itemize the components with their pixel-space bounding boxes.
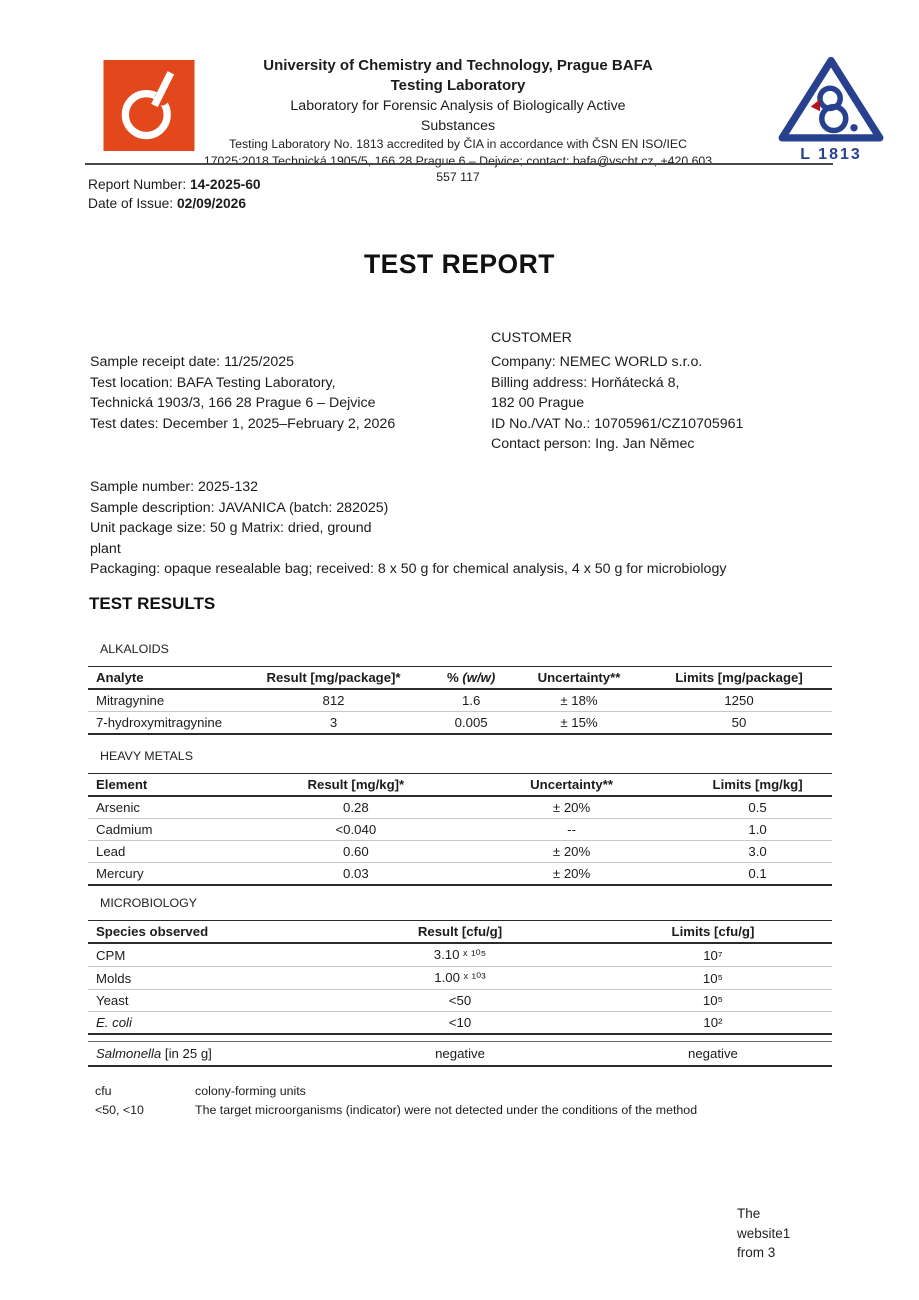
cell-uncertainty: ± 18% — [512, 689, 646, 712]
sample-details-block — [90, 477, 726, 580]
table-row — [88, 990, 832, 1012]
table-header-row — [88, 921, 832, 944]
cell-uncertainty: ± 20% — [460, 841, 683, 863]
heavy-metals-table — [88, 773, 832, 886]
footnote-text: The target microorganisms (indicator) were not detected under the conditions of the method — [195, 1102, 698, 1117]
column-header: Uncertainty** — [460, 774, 683, 797]
footer-line: website1 — [737, 1225, 791, 1241]
table-row — [88, 863, 832, 886]
column-header: Element — [88, 774, 252, 797]
cell-result: 0.28 — [252, 796, 460, 819]
column-header: Result [mg/kg]* — [252, 774, 460, 797]
table-row — [88, 712, 832, 735]
date-of-issue-line — [88, 194, 261, 213]
date-of-issue-value: 02/09/2026 — [176, 196, 247, 211]
footnotes — [95, 1082, 697, 1119]
microbiology-section-label: MICROBIOLOGY — [100, 896, 198, 910]
column-header: Limits [mg/package] — [646, 667, 832, 690]
cell-analyte: Mitragynine — [88, 689, 237, 712]
cell-uncertainty: ± 20% — [460, 796, 683, 819]
salmonella-name: Salmonella — [96, 1046, 162, 1061]
pct-header-italic: (w/w) — [462, 670, 496, 685]
table-row — [88, 841, 832, 863]
cell-result: <50 — [326, 990, 594, 1012]
cell-result: <10 — [326, 1012, 594, 1035]
report-meta — [88, 175, 261, 213]
cell-pct: 1.6 — [430, 689, 512, 712]
customer-line: Company: NEMEC WORLD s.r.o. — [491, 354, 703, 370]
customer-line: 182 00 Prague — [491, 395, 585, 411]
salmonella-table — [88, 1041, 832, 1067]
cell-species: E. coli — [88, 1012, 326, 1035]
salmonella-qualifier: [in 25 g] — [161, 1046, 212, 1061]
cell-species: CPM — [88, 943, 326, 967]
letterhead-accreditation-line3: 557 117 — [436, 170, 480, 184]
info-line: Test dates: December 1, 2025–February 2, 2026 — [90, 415, 396, 432]
footnote-line — [95, 1101, 697, 1120]
cia-accreditation-number: L 1813 — [800, 146, 862, 163]
cell-limit: 1250 — [646, 689, 832, 712]
cell-uncertainty: ± 20% — [460, 863, 683, 886]
table-row — [88, 943, 832, 967]
table-row — [88, 689, 832, 712]
page-title: TEST REPORT — [363, 249, 555, 279]
customer-block — [491, 352, 743, 455]
table-header-row — [88, 774, 832, 797]
cell-element: Arsenic — [88, 796, 252, 819]
cell-element: Mercury — [88, 863, 252, 886]
letterhead-lab-title: Testing Laboratory — [390, 77, 526, 94]
letterhead-university-name: University of Chemistry and Technology, Prague BAFA — [263, 57, 653, 74]
sample-line: plant — [90, 540, 121, 557]
cell-limit: 10² — [594, 1012, 832, 1035]
cell-result: <0.040 — [252, 819, 460, 841]
footnote-line — [95, 1082, 697, 1101]
page-footer — [737, 1204, 790, 1263]
table-row — [88, 796, 832, 819]
cell-result: 812 — [237, 689, 430, 712]
cell-result: 0.03 — [252, 863, 460, 886]
header-divider — [85, 163, 833, 165]
info-line: Test location: BAFA Testing Laboratory, — [90, 374, 336, 391]
cell-species: Molds — [88, 967, 326, 990]
footer-line: The — [737, 1206, 761, 1221]
report-number-line — [88, 175, 261, 194]
pct-header-prefix: % — [446, 670, 463, 685]
footnote-term: cfu — [95, 1084, 112, 1098]
cell-result: 1.00 ˣ ¹⁰³ — [326, 967, 594, 990]
table-row — [88, 1012, 832, 1035]
report-number-value: 14-2025-60 — [189, 177, 261, 192]
column-header: Result [mg/package]* — [237, 667, 430, 690]
cell-element: Lead — [88, 841, 252, 863]
column-header: Species observed — [88, 921, 326, 944]
table-row — [88, 967, 832, 990]
cell-limit: 1.0 — [683, 819, 832, 841]
footnote-text: colony-forming units — [195, 1084, 306, 1098]
column-header — [430, 667, 512, 690]
column-header: Uncertainty** — [512, 667, 646, 690]
report-number-label: Report Number: — [88, 177, 190, 192]
letterhead-accreditation-line1: Testing Laboratory No. 1813 accredited by ČIA in accordance with ČSN EN ISO/IEC — [229, 137, 687, 151]
sample-line: Sample number: 2025-132 — [90, 479, 258, 495]
cell-limit: 10⁵ — [594, 967, 832, 990]
uct-prague-logo-icon — [103, 60, 195, 151]
cell-limit: negative — [594, 1042, 832, 1067]
cell-uncertainty: -- — [460, 819, 683, 841]
cell-limit: 10⁵ — [594, 990, 832, 1012]
table-row — [88, 1042, 832, 1067]
date-of-issue-label: Date of Issue: — [88, 196, 177, 211]
table-header-row — [88, 667, 832, 690]
sample-line: Sample description: JAVANICA (batch: 282025) — [90, 499, 389, 516]
alkaloids-table — [88, 666, 832, 735]
column-header: Limits [cfu/g] — [594, 921, 832, 944]
customer-line: ID No./VAT No.: 10705961/CZ10705961 — [491, 415, 744, 432]
cell-result: 0.60 — [252, 841, 460, 863]
sample-info-block — [90, 352, 395, 434]
cell-element: Cadmium — [88, 819, 252, 841]
cell-limit: 10⁷ — [594, 943, 832, 967]
letterhead — [198, 56, 718, 186]
sample-line: Unit package size: 50 g Matrix: dried, ground — [90, 520, 372, 536]
column-header: Limits [mg/kg] — [683, 774, 832, 797]
cell-pct: 0.005 — [430, 712, 512, 735]
letterhead-accreditation-line2: 17025:2018 Technická 1905/5, 166 28 Prague 6 – Dejvice; contact: bafa@vscht.cz, +420 603 — [203, 153, 713, 168]
cia-accreditation-logo-icon — [772, 56, 890, 164]
footnote-term: <50, <10 — [95, 1102, 144, 1117]
cell-limit: 3.0 — [683, 841, 832, 863]
info-line: Technická 1903/3, 166 28 Prague 6 – Dejvice — [90, 395, 376, 411]
cell-limit: 50 — [646, 712, 832, 735]
customer-line: Billing address: Horňátecká 8, — [491, 374, 680, 391]
letterhead-lab-line2: Substances — [420, 118, 496, 134]
cell-result: 3 — [237, 712, 430, 735]
microbiology-table — [88, 920, 832, 1035]
customer-heading: CUSTOMER — [491, 330, 572, 346]
heavy-metals-section-label: HEAVY METALS — [100, 749, 193, 763]
cell-analyte: 7-hydroxymitragynine — [88, 712, 237, 735]
letterhead-lab-line1: Laboratory for Forensic Analysis of Biologically Active — [290, 98, 626, 114]
alkaloids-section-label: ALKALOIDS — [100, 642, 169, 656]
footer-line: from 3 — [737, 1245, 776, 1260]
cell-species: Yeast — [88, 990, 326, 1012]
column-header: Result [cfu/g] — [326, 921, 594, 944]
column-header: Analyte — [88, 667, 237, 690]
sample-line: Packaging: opaque resealable bag; received: 8 x 50 g for chemical analysis, 4 x 50 g for microbiology — [90, 561, 727, 577]
cell-result: 3.10 ˣ ¹⁰⁵ — [326, 943, 594, 967]
cell-limit: 0.5 — [683, 796, 832, 819]
info-line: Sample receipt date: 11/25/2025 — [90, 354, 295, 370]
cell-species — [88, 1042, 326, 1067]
cell-uncertainty: ± 15% — [512, 712, 646, 735]
cell-limit: 0.1 — [683, 863, 832, 886]
customer-line: Contact person: Ing. Jan Němec — [491, 436, 695, 452]
cell-result: negative — [326, 1042, 594, 1067]
test-results-heading: TEST RESULTS — [89, 594, 216, 613]
table-row — [88, 819, 832, 841]
